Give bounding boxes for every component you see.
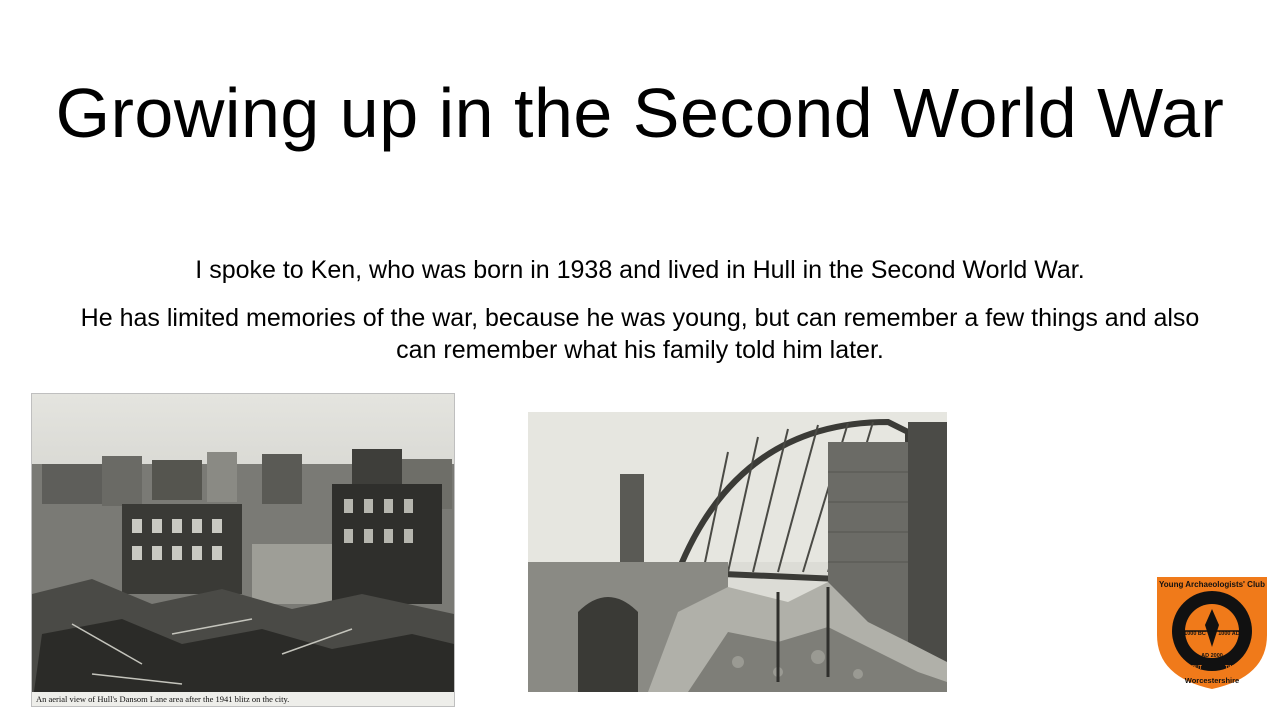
logo-left-numbers: 1000 BC: [1184, 631, 1206, 637]
aerial-photo-illustration: [32, 394, 454, 706]
logo-about-text: ABOUT: [1184, 665, 1202, 671]
logo-time-text: TIME: [1225, 665, 1237, 671]
memory-paragraph: He has limited memories of the war, because he was young, but can remember a few things and also can remember what his family told him later.: [80, 304, 1200, 364]
logo-bottom-text: Worcestershire: [1184, 676, 1240, 685]
slide-title: Growing up in the Second World War: [55, 74, 1225, 152]
station-photo-illustration: [528, 412, 947, 692]
logo-right-numbers: 1000 AD: [1218, 631, 1240, 637]
bombed-station-photo: [528, 412, 947, 692]
logo-bottom-numbers: AD 2000: [1201, 653, 1223, 659]
intro-paragraph: I spoke to Ken, who was born in 1938 and lived in Hull in the Second World War.: [195, 256, 1085, 284]
aerial-bomb-damage-photo: [31, 393, 455, 707]
young-archaeologists-club-logo: [1153, 573, 1271, 691]
logo-top-text: Young Archaeologists' Club: [1159, 580, 1265, 589]
photo-caption: An aerial view of Hull's Dansom Lane area after the 1941 blitz on the city.: [36, 694, 290, 704]
